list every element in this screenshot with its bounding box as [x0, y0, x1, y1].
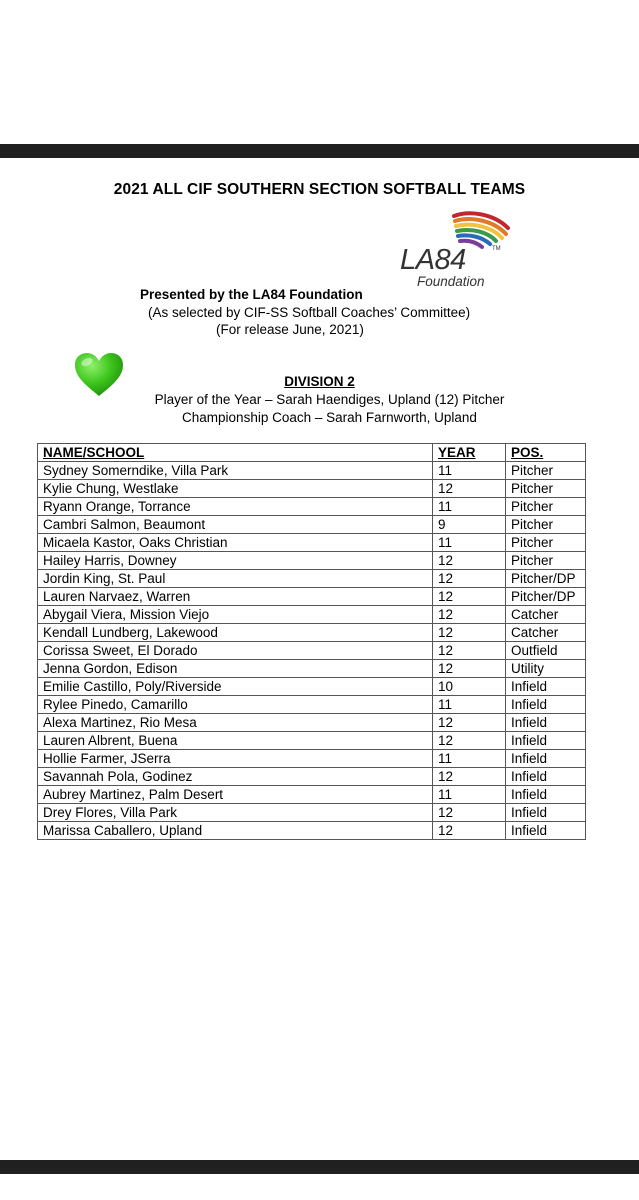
cell-pos: Infield [506, 768, 586, 786]
cell-pos: Outfield [506, 642, 586, 660]
cell-year: 12 [433, 642, 506, 660]
presented-by: Presented by the LA84 Foundation [140, 287, 363, 302]
logo-wordmark: LA84 [400, 244, 466, 276]
cell-pos: Pitcher [506, 480, 586, 498]
logo-trademark: TM [492, 246, 501, 252]
cell-year: 12 [433, 624, 506, 642]
cell-year: 12 [433, 732, 506, 750]
table-row [38, 714, 586, 732]
cell-pos: Pitcher [506, 498, 586, 516]
cell-year: 12 [433, 822, 506, 840]
cell-pos: Pitcher [506, 552, 586, 570]
cell-pos: Pitcher [506, 462, 586, 480]
cell-name: Hollie Farmer, JSerra [38, 750, 433, 768]
table-row [38, 750, 586, 768]
table-row [38, 498, 586, 516]
roster-table [37, 443, 586, 840]
cell-name: Sydney Somerndike, Villa Park [38, 462, 433, 480]
table-row [38, 552, 586, 570]
bottom-bar [0, 1160, 639, 1174]
cell-year: 11 [433, 750, 506, 768]
cell-name: Rylee Pinedo, Camarillo [38, 696, 433, 714]
logo-subtitle: Foundation [417, 274, 485, 289]
table-row [38, 516, 586, 534]
cell-name: Ryann Orange, Torrance [38, 498, 433, 516]
cell-pos: Catcher [506, 606, 586, 624]
division-heading: DIVISION 2 [284, 374, 355, 389]
table-row [38, 732, 586, 750]
cell-year: 12 [433, 570, 506, 588]
cell-pos: Pitcher/DP [506, 570, 586, 588]
cell-year: 12 [433, 552, 506, 570]
cell-year: 12 [433, 804, 506, 822]
cell-year: 12 [433, 714, 506, 732]
cell-year: 11 [433, 498, 506, 516]
cell-pos: Catcher [506, 624, 586, 642]
cell-name: Jordin King, St. Paul [38, 570, 433, 588]
header-name: NAME/SCHOOL [38, 444, 433, 462]
cell-pos: Pitcher/DP [506, 588, 586, 606]
cell-year: 12 [433, 660, 506, 678]
table-row [38, 480, 586, 498]
table-row [38, 534, 586, 552]
cell-name: Abygail Viera, Mission Viejo [38, 606, 433, 624]
cell-pos: Infield [506, 822, 586, 840]
cell-year: 10 [433, 678, 506, 696]
table-row [38, 768, 586, 786]
cell-year: 12 [433, 768, 506, 786]
table-row [38, 678, 586, 696]
header-pos: POS. [506, 444, 586, 462]
cell-name: Drey Flores, Villa Park [38, 804, 433, 822]
cell-name: Lauren Narvaez, Warren [38, 588, 433, 606]
la84-logo [398, 208, 518, 298]
cell-year: 11 [433, 786, 506, 804]
cell-name: Kylie Chung, Westlake [38, 480, 433, 498]
cell-year: 11 [433, 534, 506, 552]
cell-pos: Infield [506, 750, 586, 768]
table-row [38, 642, 586, 660]
cell-year: 12 [433, 606, 506, 624]
cell-name: Corissa Sweet, El Dorado [38, 642, 433, 660]
cell-pos: Infield [506, 678, 586, 696]
cell-name: Micaela Kastor, Oaks Christian [38, 534, 433, 552]
table-row [38, 660, 586, 678]
table-row [38, 624, 586, 642]
cell-pos: Infield [506, 714, 586, 732]
top-bar [0, 144, 639, 158]
cell-year: 9 [433, 516, 506, 534]
table-row [38, 462, 586, 480]
cell-pos: Infield [506, 732, 586, 750]
cell-pos: Pitcher [506, 516, 586, 534]
cell-name: Cambri Salmon, Beaumont [38, 516, 433, 534]
table-row [38, 606, 586, 624]
document-title: 2021 ALL CIF SOUTHERN SECTION SOFTBALL TEAMS [113, 181, 526, 198]
selected-by: (As selected by CIF-SS Softball Coaches’ Committee) [148, 305, 471, 320]
championship-coach: Championship Coach – Sarah Farnworth, Upland [182, 410, 477, 425]
cell-name: Jenna Gordon, Edison [38, 660, 433, 678]
cell-name: Kendall Lundberg, Lakewood [38, 624, 433, 642]
cell-name: Marissa Caballero, Upland [38, 822, 433, 840]
player-of-year: Player of the Year – Sarah Haendiges, Upland (12) Pitcher [154, 392, 505, 407]
table-row [38, 570, 586, 588]
cell-year: 11 [433, 696, 506, 714]
cell-year: 12 [433, 588, 506, 606]
cell-year: 12 [433, 480, 506, 498]
table-header-row [38, 444, 586, 462]
cell-pos: Infield [506, 696, 586, 714]
cell-name: Savannah Pola, Godinez [38, 768, 433, 786]
cell-pos: Infield [506, 786, 586, 804]
table-row [38, 804, 586, 822]
table-row [38, 786, 586, 804]
cell-name: Aubrey Martinez, Palm Desert [38, 786, 433, 804]
table-row [38, 588, 586, 606]
cell-name: Emilie Castillo, Poly/Riverside [38, 678, 433, 696]
release-date: (For release June, 2021) [216, 322, 364, 337]
cell-pos: Pitcher [506, 534, 586, 552]
header-year: YEAR [433, 444, 506, 462]
table-row [38, 696, 586, 714]
cell-pos: Utility [506, 660, 586, 678]
cell-year: 11 [433, 462, 506, 480]
cell-name: Hailey Harris, Downey [38, 552, 433, 570]
cell-pos: Infield [506, 804, 586, 822]
table-row [38, 822, 586, 840]
cell-name: Lauren Albrent, Buena [38, 732, 433, 750]
cell-name: Alexa Martinez, Rio Mesa [38, 714, 433, 732]
